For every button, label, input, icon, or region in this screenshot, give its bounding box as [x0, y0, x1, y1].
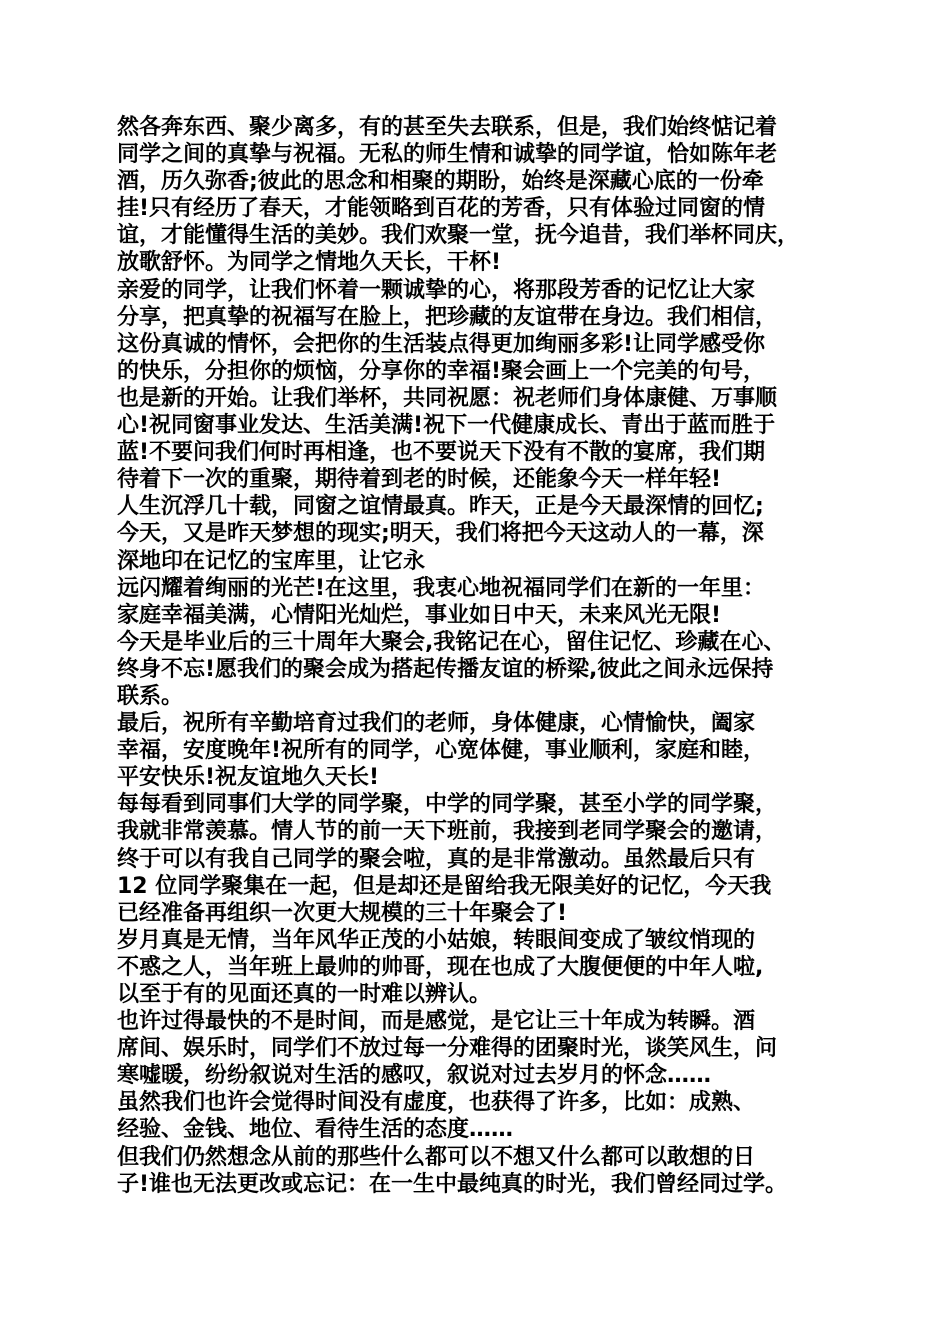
text-line: 我就非常羡慕。情人节的前一天下班前，我接到老同学聚会的邀请， — [117, 819, 778, 845]
text-line: 虽然我们也许会觉得时间没有虚度，也获得了许多，比如：成熟、 — [117, 1090, 756, 1116]
text-line: 蓝!不要问我们何时再相逢，也不要说天下没有不散的宴席，我们期 — [117, 440, 766, 466]
text-line: 人生沉浮几十载，同窗之谊情最真。昨天，正是今天最深情的回忆; — [117, 494, 764, 520]
text-line: 终于可以有我自己同学的聚会啦，真的是非常激动。虽然最后只有 — [117, 846, 756, 872]
text-line: 以至于有的见面还真的一时难以辨认。 — [117, 982, 492, 1007]
text-line: 最后，祝所有辛勤培育过我们的老师，身体健康，心情愉快，阖家 — [117, 711, 756, 737]
text-line: 家庭幸福美满，心情阳光灿烂，事业如日中天，未来风光无限! — [117, 602, 722, 628]
text-line: 岁月真是无情，当年风华正茂的小姑娘，转眼间变成了皱纹悄现的 — [117, 927, 756, 953]
text-line: 的快乐，分担你的烦恼，分享你的幸福!聚会画上一个完美的句号， — [117, 358, 766, 384]
text-line: 今天，又是昨天梦想的现实;明天，我们将把今天这动人的一幕，深 — [117, 521, 764, 547]
text-line: 放歌舒怀。为同学之情地久天长，干杯! — [117, 250, 502, 276]
text-line: 挂!只有经历了春天，才能领略到百花的芳香，只有体验过同窗的情 — [117, 196, 766, 222]
text-line: 心!祝同窗事业发达、生活美满!祝下一代健康成长、青出于蓝而胜于 — [117, 413, 776, 439]
text-line: 这份真诚的情怀，会把你的生活装点得更加绚丽多彩!让同学感受你 — [117, 331, 766, 357]
text-line: 远闪耀着绚丽的光芒!在这里，我衷心地祝福同学们在新的一年里： — [117, 575, 766, 601]
text-line: 也许过得最快的不是时间，而是感觉，是它让三十年成为转瞬。酒 — [117, 1009, 756, 1035]
text-line: 经验、金钱、地位、看待生活的态度…… — [117, 1117, 514, 1143]
body-text — [117, 114, 847, 1198]
text-line: 联系。 — [117, 683, 184, 709]
text-line: 不惑之人，当年班上最帅的帅哥，现在也成了大腹便便的中年人啦, — [117, 954, 764, 980]
text-line: 每每看到同事们大学的同学聚，中学的同学聚，甚至小学的同学聚， — [117, 792, 778, 818]
text-line: 子!谁也无法更改或忘记：在一生中最纯真的时光，我们曾经同过学。 — [117, 1171, 788, 1197]
text-line: 谊，才能懂得生活的美妙。我们欢聚一堂，抚今追昔，我们举杯同庆， — [117, 223, 800, 249]
text-line: 然各奔东西、聚少离多，有的甚至失去联系，但是，我们始终惦记着 — [117, 115, 778, 140]
text-line: 但我们仍然想念从前的那些什么都可以不想又什么都可以敢想的日 — [117, 1144, 756, 1170]
text-line: 同学之间的真挚与祝福。无私的师生情和诚挚的同学谊，恰如陈年老 — [117, 142, 778, 168]
text-line: 12 位同学聚集在一起，但是却还是留给我无限美好的记忆，今天我 — [117, 873, 772, 899]
text-line: 亲爱的同学，让我们怀着一颗诚挚的心，将那段芳香的记忆让大家 — [117, 277, 756, 303]
text-line: 平安快乐!祝友谊地久天长! — [117, 765, 380, 791]
text-line: 寒嘘暖，纷纷叙说对生活的感叹，叙说对过去岁月的怀念…… — [117, 1063, 712, 1089]
text-line: 深地印在记忆的宝库里，让它永 — [117, 548, 426, 574]
text-line: 终身不忘!愿我们的聚会成为搭起传播友谊的桥梁,彼此之间永远保持 — [117, 656, 774, 682]
text-line: 酒，历久弥香;彼此的思念和相聚的期盼，始终是深藏心底的一份牵 — [117, 169, 764, 195]
text-line: 今天是毕业后的三十周年大聚会,我铭记在心，留住记忆、珍藏在心、 — [117, 629, 786, 655]
text-line: 幸福，安度晚年!祝所有的同学，心宽体健，事业顺利，家庭和睦， — [117, 738, 766, 764]
text-line: 已经准备再组织一次更大规模的三十年聚会了! — [117, 900, 568, 926]
text-line: 也是新的开始。让我们举杯，共同祝愿：祝老师们身体康健、万事顺 — [117, 385, 778, 411]
text-line: 分享，把真挚的祝福写在脸上，把珍藏的友谊带在身边。我们相信， — [117, 304, 778, 330]
text-line: 待着下一次的重聚，期待着到老的时候，还能象今天一样年轻! — [117, 467, 722, 493]
text-line: 席间、娱乐时，同学们不放过每一分难得的团聚时光，谈笑风生，问 — [117, 1036, 778, 1062]
